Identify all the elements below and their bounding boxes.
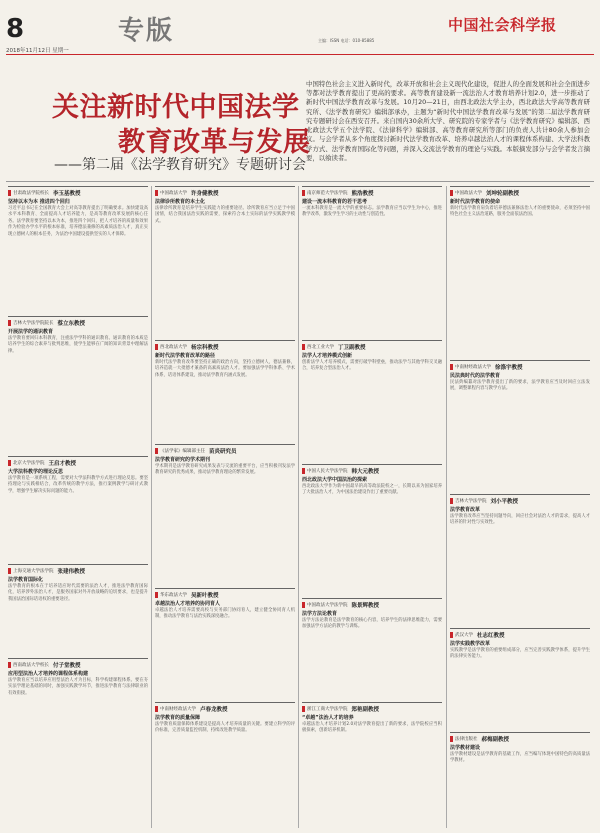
article-affiliation: 中南财经政法大学 [455, 364, 491, 370]
article-body: 法学教育质量保障体系建设是提高人才培养质量的关键。要建立科学的评价标准，完善质量监控机制，持续改进教学质量。 [155, 722, 295, 734]
article-author: 郑艳副教授 [351, 706, 380, 713]
article-author: 韩大元教授 [351, 468, 380, 475]
bullet-marker [155, 190, 158, 196]
article-title: 法学教育的质量保障 [155, 715, 201, 721]
article-header [155, 444, 295, 454]
article-affiliation: 西北政法大学 [160, 344, 187, 350]
article-affiliation: 华东政法大学 [160, 592, 187, 598]
article-title: 大学法科教学的理论反思 [8, 469, 64, 475]
article-header [450, 628, 590, 638]
bullet-marker [450, 632, 453, 638]
article [8, 316, 148, 452]
article-title: 法学教育研究的学术期刊 [155, 457, 211, 463]
article [8, 564, 148, 654]
article-author: 蔡立东教授 [57, 320, 86, 327]
article-header [302, 186, 442, 196]
bullet-marker [155, 592, 158, 598]
article-affiliation: 南京师范大学法学院 [307, 190, 348, 196]
article-body: 学术期刊是法学教育研究成果发表与交流的重要平台，应当积极刊发法学教育研究的优秀成果，推动法学教育理论的繁荣发展。 [155, 464, 295, 476]
headline-subtitle: ——第二届《法学教育研究》专题研讨会 [54, 157, 306, 173]
bullet-marker [8, 568, 11, 574]
article [302, 598, 442, 698]
article-author: 丁卫副教授 [338, 344, 366, 351]
article [155, 186, 295, 336]
article-body: 习近平总书记在全国教育大会上对高等教育提出了明确要求。加快建设高水平本科教育、全面提高人才培养能力，是高等教育改革发展的核心任务。法学教育要坚持以本为本，推进四个回归，把人才培养的质量和效果作为检验办学水平的根本标准，培养德法兼修的高素质法治人才，真正实现立德树人的根本任务，为法治中国建设提供坚实的人才保障。 [8, 206, 148, 237]
bullet-marker [450, 190, 453, 196]
article [450, 360, 590, 490]
article-body: 卓越法治人才培养需要高校与实务部门协同育人，建立健全协同育人机制，推动法学教育与法治实践深度融合。 [155, 608, 295, 620]
article-affiliation: 《法学家》编辑部主任 [160, 448, 205, 454]
article-author: 徐涤宇教授 [495, 364, 523, 371]
article [155, 588, 295, 698]
bullet-marker [302, 706, 305, 712]
article-affiliation: 中国人民大学法学院 [307, 468, 348, 474]
article-header [302, 340, 442, 350]
article-affiliation: 北京大学法学院 [13, 460, 45, 466]
article-author: 卢春龙教授 [200, 706, 228, 713]
article-header [8, 658, 148, 668]
article-body: 西北政法大学作为新中国最早的高等政法院校之一，长期以来为国家培养了大批法治人才，为中国法治建设作出了重要贡献。 [302, 484, 442, 496]
article-author: 陈景辉教授 [351, 602, 380, 609]
article-affiliation: 中国政法大学 [455, 190, 482, 196]
article-body: 新时代法学教育改革要坚持正确的政治方向，坚持立德树人，德法兼修，培养造就一大批德才兼备的高素质法治人才。要加强法学学科体系、学术体系、话语体系建设，推动法学教育内涵式发展。 [155, 360, 295, 378]
article-author: 吴新叶教授 [191, 592, 219, 599]
article-header [450, 732, 590, 742]
article [8, 186, 148, 312]
article-title: 坚持以本为本 推进四个回归 [8, 199, 70, 205]
article [302, 702, 442, 828]
article-header [302, 702, 442, 712]
article-affiliation: 中国政法大学法学院 [307, 602, 348, 608]
article-affiliation: 法律出版社 [455, 736, 478, 742]
article [302, 186, 442, 336]
article-header [302, 464, 442, 474]
article-header [8, 186, 148, 196]
article-body: 法律诊所教育是培养学生实践能力的重要途径。诊所教育应当立足于中国国情，结合我国法治实践的需要，探索符合本土实际的法学实践教学模式。 [155, 206, 295, 224]
article-affiliation: 中国政法大学 [160, 190, 187, 196]
page-number: 8 [6, 14, 25, 44]
article-body: 新时代法学教育肩负着培养德法兼修法治人才的重要使命，必须坚持中国特色社会主义法治道路，服务全面依法治国。 [450, 206, 590, 218]
bullet-marker [155, 448, 158, 454]
section-title: 专版 [118, 16, 175, 46]
bullet-marker [302, 468, 305, 474]
bullet-marker [450, 736, 453, 742]
article [155, 444, 295, 584]
lead-paragraph: 中国特色社会主义进入新时代，改革开放和社会主义现代化建设，促进人的全面发展和社会全面进步等都对法学教育提出了更高的要求。高等教育建设新一流法治人才教育培养计划2.0，进一步推动了新时代中国法学教育改革与发展。10月20—21日，由西北政法大学主办，西北政法大学高等教育研究所、《法学教育研究》编辑部承办，主题为“新时代中国法学教育改革与发展”的第二届法学教育研究专题研讨会在西安召开。来自国内30余所大学、研究院的专家学者与《法学教育研究》编辑部、西北政法大学五个法学院、《法律科学》编辑部、高等教育研究所等部门的负责人共计80余人参加会议。与会学者从多个角度探讨新时代法学教育改革、培养卓越法治人才的课程体系构建、大学法科教学方式、法学教育国际化等问题，并深入交流法学教育的理论与实践。本版摘发部分与会学者发言摘要，以飨读者。 [306, 80, 590, 162]
article-body: 法学方法论教育是法学教育的核心内容，培养学生的法律思维能力，需要加强法学方法论的教学与训练。 [302, 618, 442, 630]
article-title: 法学人才培养模式创新 [302, 353, 353, 359]
article-author: 刘坤轮副教授 [486, 190, 520, 197]
paper-name: 中国社会科学报 [448, 16, 557, 34]
article-title: 应用型法治人才培养的课程体系构建 [8, 671, 89, 677]
article-author: 杨宗科教授 [191, 344, 219, 351]
article-body: 法学教育要回归本科教育，注重法学学科的通识教育。通识教育的本质是培养学生的综合素养与批判思维，使学生能够在广阔的知识背景中理解法律。 [8, 336, 148, 354]
header-rule [6, 54, 594, 55]
article-body: 法学教育是一项系统工程，需要对大学法科教学方式进行理论反思。要坚持理论与实践相结合，改革传统的教学方法，推行案例教学与研讨式教学，增强学生解决实际问题的能力。 [8, 476, 148, 494]
issue-date: 2018年11月12日 星期一 [6, 48, 69, 54]
article [450, 628, 590, 728]
article-title: 卓越法治人才培养的协同育人 [155, 601, 221, 607]
article-title: 开展法学的通识教育 [8, 329, 54, 335]
article-body: 法学教育的根本在于培养适应时代需要的法治人才，推进法学教育国际化，培养涉外法治人才，是服务国家对外开放战略的迫切要求，也是提升我国法治国际话语权的重要途径。 [8, 584, 148, 602]
article-title: 建设一流本科教育的若干思考 [302, 199, 368, 205]
article [302, 464, 442, 594]
bullet-marker [8, 190, 11, 196]
article-title: 法律诊所教育的本土化 [155, 199, 206, 205]
article-title: 新时代法学教育的使命 [450, 199, 501, 205]
bullet-marker [302, 344, 305, 350]
column-divider [446, 186, 447, 828]
column-divider [298, 186, 299, 828]
article-author: 李玉基教授 [53, 190, 81, 197]
article-header [8, 564, 148, 574]
article-body: 卓越法治人才培养计划2.0对法学教育提出了新的要求，法学院校应当积极探索，创新培养机制。 [302, 722, 442, 734]
article [450, 732, 590, 828]
bullet-marker [8, 460, 11, 466]
article-author: 王启才教授 [48, 460, 77, 467]
section-rule [6, 181, 594, 182]
article-header [155, 340, 295, 350]
article-title: 法学教材建设 [450, 745, 481, 751]
article-header [450, 186, 590, 196]
article-affiliation: 西南政法大学校长 [13, 662, 49, 668]
article-affiliation: 中南财经政法大学 [160, 706, 196, 712]
article-body: 民法典编纂对法学教育提出了新的要求，法学教育应当及时回应立法发展，调整课程内容与教学方法。 [450, 380, 590, 392]
bullet-marker [8, 320, 11, 326]
article-header [155, 186, 295, 196]
article-author: 熊浩教授 [351, 190, 374, 197]
bullet-marker [8, 662, 11, 668]
article-affiliation: 上海交通大学法学院 [13, 568, 54, 574]
article [8, 456, 148, 560]
article-header [155, 702, 295, 712]
article-author: 付子堂教授 [53, 662, 81, 669]
article-title: 民法典时代的法学教育 [450, 373, 501, 379]
article-affiliation: 吉林大学法学院院长 [13, 320, 54, 326]
article-body: 创新法学人才培养模式，需要打破学科壁垒，推动法学与其他学科交叉融合，培养复合型法治人才。 [302, 360, 442, 372]
article-affiliation: 甘肃政法学院校长 [13, 190, 49, 196]
paper-info: 主编：ISSN 电话：010-85885 [318, 38, 375, 43]
article [8, 658, 148, 828]
bullet-marker [302, 190, 305, 196]
headline-line-2: 教育改革与发展 [118, 127, 311, 158]
article-body: 实践教学是法学教育的重要组成部分，应当完善实践教学体系，提升学生的法律实务能力。 [450, 648, 590, 660]
article-affiliation: 浙江工商大学法学院 [307, 706, 348, 712]
article-body: 法学教育应当以培养应用型法治人才为目标，科学构建课程体系。要在夯实法学理论基础的同时，加强实践教学环节，推进法学教育与法律职业的有效衔接。 [8, 678, 148, 696]
bullet-marker [155, 344, 158, 350]
article-author: 杜志红教授 [477, 632, 505, 639]
article-affiliation: 吉林大学法学院 [455, 498, 487, 504]
article-body: 一流本科教育是一流大学的重要标志。法学教育应当以学生为中心，推进教学改革，激发学生学习的主动性与创造性。 [302, 206, 442, 218]
bullet-marker [450, 498, 453, 504]
article-header [8, 316, 148, 326]
article-body: 法学教育改革应当坚持问题导向，回应社会对法治人才的需求，提高人才培养的针对性与实效性。 [450, 514, 590, 526]
article-author: 苗炎研究员 [209, 448, 237, 455]
article-affiliation: 西北工业大学 [307, 344, 334, 350]
article-title: 法学教育改革 [450, 507, 481, 513]
article-title: 法学方法论教育 [302, 611, 338, 617]
column-divider [151, 186, 152, 828]
article-title: “卓越”法治人才的培养 [302, 715, 354, 721]
article-title: 新时代法学教育改革的路径 [155, 353, 216, 359]
headline-line-1: 关注新时代中国法学 [52, 92, 300, 123]
article-body: 法学教材建设是法学教育的基础工作，应当编写体现中国特色的高质量法学教材。 [450, 752, 590, 764]
article [450, 494, 590, 624]
article-author: 郝梅副教授 [481, 736, 510, 743]
article-header [155, 588, 295, 598]
article-header [8, 456, 148, 466]
article [155, 340, 295, 440]
article-author: 刘小平教授 [490, 498, 519, 505]
article [302, 340, 442, 460]
bullet-marker [302, 602, 305, 608]
article-header [450, 360, 590, 370]
article-title: 西北政法大学中国法治的探索 [302, 477, 368, 483]
article [155, 702, 295, 828]
article-title: 法学实践教学改革 [450, 641, 491, 647]
article-affiliation: 武汉大学 [455, 632, 473, 638]
article-header [302, 598, 442, 608]
bullet-marker [450, 364, 453, 370]
bullet-marker [155, 706, 158, 712]
article-author: 张建伟教授 [57, 568, 86, 575]
article-header [450, 494, 590, 504]
article-title: 法学教育国际化 [8, 577, 44, 583]
article [450, 186, 590, 356]
article-author: 许身健教授 [191, 190, 219, 197]
